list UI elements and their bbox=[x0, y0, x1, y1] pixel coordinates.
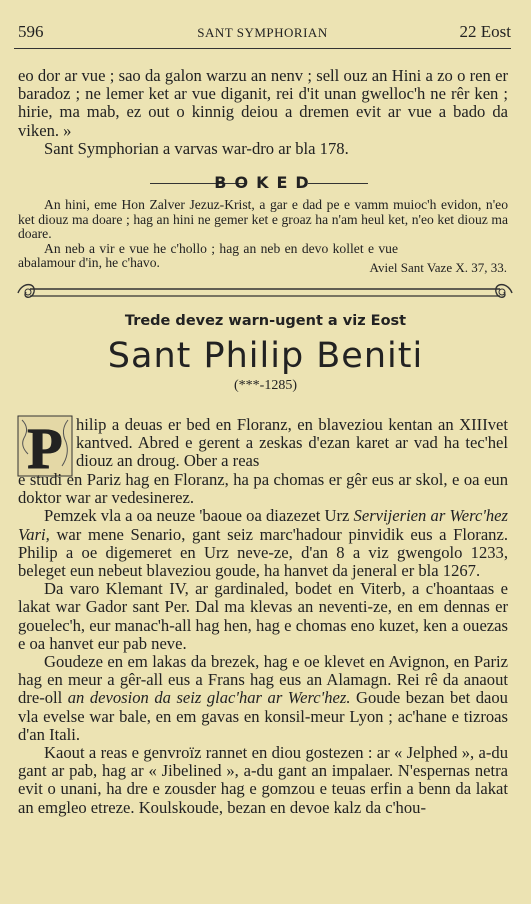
paragraph-4 bbox=[18, 653, 508, 744]
paragraph-4-text-a: Goudeze en em lakas da brezek, hag e oe klevet en Avignon, en Pariz hag en meur a gêr-all eus a Frans hag eus an Alamagn. Rei rê da anaout dre-oll bbox=[18, 652, 508, 708]
svg-text:P: P bbox=[27, 416, 63, 478]
boked-paragraph-2: An neb a vir e vue he c'hollo ; hag an neb en devo kollet e vue abalamour d'in, he c'havo. bbox=[18, 240, 398, 270]
paragraph-2-text-a: Pemzek vla a oa neuze 'baoue oa diazezet Urz bbox=[44, 506, 354, 526]
paragraph-4-italic: an devosion da seiz glac'har ar Werc'hez. bbox=[67, 688, 351, 708]
intro-paragraph: eo dor ar vue ; sao da galon warzu an nenv ; sell ouz an Hini a zo o ren er baradoz ; ne lemer ket ar vue diganit, rei d'it unan gwelloc'h ne rêr ken ; hirie, ma mab, ez out o kinnig deiou a dremen evit ar vue a bado da viken. » bbox=[18, 66, 508, 140]
boked-reference: Aviel Sant Vaze X. 37, 33. bbox=[369, 260, 507, 275]
saint-dates: (***-1285) bbox=[234, 378, 297, 393]
page-number: 596 bbox=[18, 22, 44, 41]
paragraph-5: Kaout a reas e genvroïz rannet en diou gostezen : ar « Jelphed », a-du gant ar pab, hag ar « Jibelined », a-du gant an impalaer. N'espernas netra evit o unani, ha dre e zousder hag e gomzou e teuas erfin a benn da lakat an emgleo etreze. Koulskoude, bezan en devoe kalz da c'hou- bbox=[18, 743, 508, 817]
feast-day-subtitle: Trede devez warn-ugent a viz Eost bbox=[124, 313, 407, 329]
intro-date-line: Sant Symphorian a varvas war-dro ar bla 178. bbox=[44, 138, 349, 158]
saint-body-text bbox=[18, 471, 508, 817]
boked-heading: BOKED bbox=[214, 173, 317, 192]
ornamental-divider bbox=[16, 280, 514, 306]
boked-paragraph-1: An hini, eme Hon Zalver Jezuz-Krist, a gar e dad pe e vamm muioc'h evidon, n'eo ket diouz ma doare ; hag an hini ne gemer ket e groaz ha n'am heul ket, n'eo ket diouz ma doare. bbox=[18, 197, 508, 241]
page-header bbox=[14, 22, 511, 49]
paragraph-2 bbox=[18, 507, 508, 580]
paragraph-2-italic: Servijerien ar Werc'hez Vari, bbox=[18, 506, 508, 544]
header-date: 22 Eost bbox=[459, 22, 511, 41]
saint-title: Sant Philip Beniti bbox=[107, 336, 424, 376]
paragraph-2-text-b: war mene Senario, gant seiz marc'hadour pinvidik eus a Floranz. Philip a oe digemeret en Urz neve-ze, d'an 8 a viz gwengolo 1233, beleget eun nebeut blaveziou goude, ha hanvet da jeneral er bla 1267. bbox=[18, 524, 508, 581]
running-title: SANT SYMPHORIAN bbox=[197, 25, 328, 40]
paragraph-4-text-b: Goude bezan bet daou vla evelse war bale, en em gavas en konsil-meur Lyon ; ac'hane e tizroas d'an Itali. bbox=[18, 688, 508, 744]
first-paragraph-start: hilip a deuas er bed en Floranz, en blaveziou kentan an XIIIvet kantved. Abred e gerent a zeskas d'ezan karet ar vad ha tec'hel diouz an droug. Ober a reas bbox=[76, 415, 508, 471]
intro-text bbox=[18, 67, 508, 158]
first-paragraph-end: e studi en Pariz hag en Floranz, ha pa chomas er gêr eus ar skol, e oa eun doktor war ar vedesinerez. bbox=[18, 470, 508, 508]
dropcap-letter bbox=[16, 414, 74, 478]
paragraph-3: Da varo Klemant IV, ar gardinaled, bodet en Viterb, a c'hoantaas e lakat war Gador sant Per. Dal ma klevas an neventi-ze, en em dennas er gouelec'h, eur manac'h-all hag hen, hag e chomas eno kuzet, ken a ouezas e oa hanvet eur pab neve. bbox=[18, 579, 508, 653]
